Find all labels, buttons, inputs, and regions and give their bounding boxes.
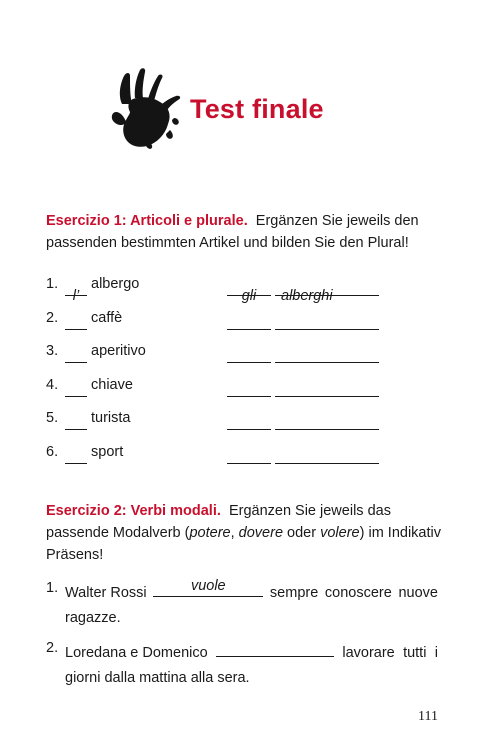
exercise1-item	[46, 444, 446, 464]
exercise1-item	[46, 310, 446, 330]
plural-blank[interactable]	[275, 288, 379, 304]
article-blank[interactable]	[65, 423, 87, 430]
answer-text: vuole	[190, 578, 226, 594]
noun: caffè	[91, 310, 123, 326]
sentence-part: sempre	[269, 585, 319, 601]
plural-article-answer: gli	[241, 288, 257, 304]
plural-article-blank[interactable]	[227, 457, 271, 464]
verb-volere: volere	[320, 525, 360, 541]
separator: ,	[230, 525, 239, 541]
exercise1-item	[46, 343, 446, 363]
exercise1-heading: Esercizio 1: Articoli e plurale.	[46, 213, 248, 229]
exercise1-item	[46, 276, 446, 304]
sentence-continuation: ragazze.	[65, 610, 121, 626]
separator: oder	[283, 525, 321, 541]
plural-blank[interactable]	[275, 457, 379, 464]
answer-blank[interactable]	[153, 580, 263, 597]
plural-blank[interactable]	[275, 423, 379, 430]
sentence-part: Loredana e Domenico	[65, 645, 208, 661]
sentence-part: i	[434, 645, 438, 661]
item-number: 2.	[46, 310, 59, 326]
noun: aperitivo	[91, 343, 146, 359]
exercise2-text-a: Ergänzen Sie jeweils das passende Modalverb (	[46, 503, 391, 541]
sentence-continuation: giorni dalla mattina alla sera.	[65, 670, 250, 686]
page-title: Test finale	[190, 94, 324, 124]
plural-answer: alberghi	[281, 288, 333, 304]
item-number: 4.	[46, 377, 59, 393]
plural-article-blank[interactable]	[227, 323, 271, 330]
sentence-part: lavorare	[342, 645, 395, 661]
exercise2-text-b: ) im Indikativ Präsens!	[46, 525, 441, 563]
sentence-part: tutti	[403, 645, 427, 661]
noun: chiave	[91, 377, 133, 393]
plural-blank[interactable]	[275, 323, 379, 330]
verb-dovere: dovere	[238, 525, 284, 541]
article-blank[interactable]	[65, 457, 87, 464]
noun: sport	[91, 444, 124, 460]
item-number: 1.	[46, 580, 59, 596]
noun: albergo	[91, 276, 140, 292]
sentence-part: nuove	[398, 585, 438, 601]
answer-blank[interactable]	[216, 640, 334, 657]
article-answer: l’	[72, 288, 80, 304]
exercise1-item	[46, 377, 446, 397]
plural-blank[interactable]	[275, 390, 379, 397]
verb-potere: potere	[189, 525, 231, 541]
exercise2-instruction	[46, 500, 446, 566]
item-number: 2.	[46, 640, 59, 656]
plural-article-blank[interactable]	[227, 288, 271, 304]
item-number: 6.	[46, 444, 59, 460]
exercise1-text: Ergänzen Sie jeweils den passenden bestimmten Artikel und bilden Sie den Plural!	[46, 213, 419, 251]
article-blank[interactable]	[65, 356, 87, 363]
article-blank[interactable]	[65, 323, 87, 330]
sentence-part: conoscere	[324, 585, 392, 601]
noun: turista	[91, 410, 131, 426]
handprint-icon	[108, 68, 188, 150]
sentence-part: Walter Rossi	[65, 585, 147, 601]
article-blank[interactable]	[65, 288, 87, 304]
plural-blank[interactable]	[275, 356, 379, 363]
item-number: 5.	[46, 410, 59, 426]
exercise1-instruction	[46, 210, 446, 254]
sentence-item	[46, 640, 438, 700]
plural-article-blank[interactable]	[227, 356, 271, 363]
exercise1-item	[46, 410, 446, 430]
item-number: 1.	[46, 276, 59, 292]
sentence-item	[46, 580, 438, 640]
article-blank[interactable]	[65, 390, 87, 397]
item-number: 3.	[46, 343, 59, 359]
exercise2-heading: Esercizio 2: Verbi modali.	[46, 503, 221, 519]
plural-article-blank[interactable]	[227, 390, 271, 397]
page-number: 111	[418, 709, 438, 724]
plural-article-blank[interactable]	[227, 423, 271, 430]
